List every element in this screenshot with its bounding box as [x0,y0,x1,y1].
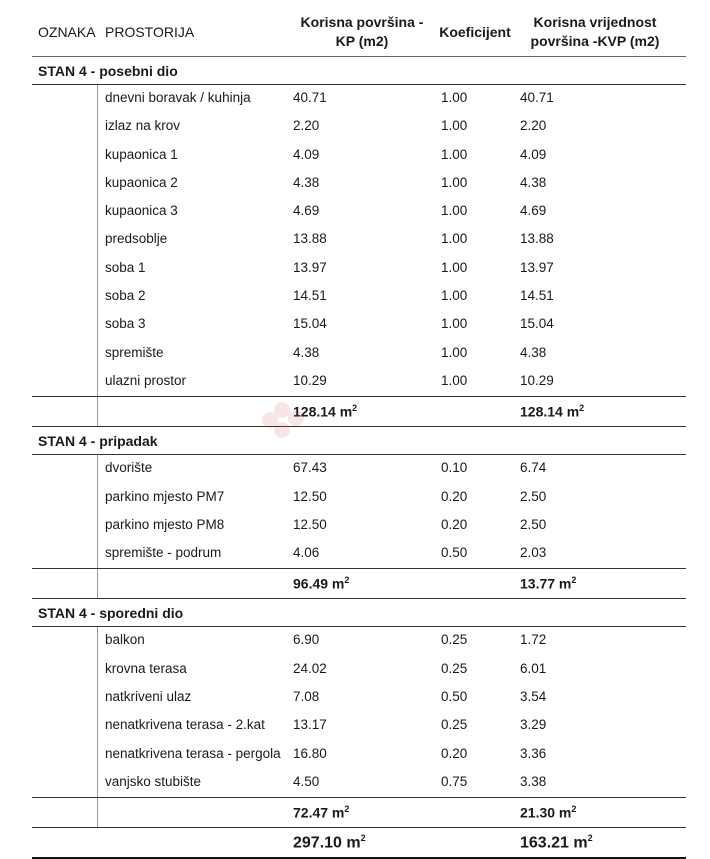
table-row [32,540,686,568]
koef-value: 1.00 [441,259,468,275]
total-kp-text: 297.10 m [293,834,361,852]
kp-value: 4.38 [293,174,320,190]
koef-value: 1.00 [441,372,468,388]
room-name: balkon [105,632,145,648]
koef-value: 0.25 [441,717,468,733]
koef-value: 1.00 [441,174,468,190]
room-name: soba 2 [105,288,146,304]
table-row [32,712,686,740]
kp-value: 6.90 [293,632,320,648]
kp-value: 4.06 [293,545,320,561]
subtotal-kp-text: 128.14 m [293,403,353,420]
table-row [32,255,686,283]
table-row [32,684,686,712]
unit-sup: 2 [579,403,585,414]
room-name: parkino mjesto PM8 [105,516,225,532]
kvp-value: 3.29 [520,717,547,733]
table-row [32,484,686,512]
koef-value: 0.75 [441,773,468,789]
kp-value: 13.97 [293,259,327,275]
kvp-value: 4.38 [520,174,547,190]
table-row [32,656,686,684]
kp-value: 12.50 [293,488,327,504]
table-row [32,769,686,797]
subtotal-kvp [520,403,584,420]
table-row [32,170,686,198]
col-kp-line1: Korisna površina - [300,14,424,30]
col-kp [296,13,428,51]
kp-value: 4.50 [293,773,320,789]
unit-sup: 2 [571,575,577,586]
table-row [32,455,686,483]
room-name: kupaonica 3 [105,203,178,219]
section-title [32,427,686,454]
col-kvp-line1: Korisna vrijednost [533,14,657,30]
total-kvp [520,833,593,852]
table-row [32,340,686,368]
unit-sup: 2 [587,833,593,844]
koef-value: 0.25 [441,632,468,648]
koef-value: 1.00 [441,344,468,360]
section-title [32,599,686,626]
room-name: kupaonica 2 [105,174,178,190]
table-header [32,0,686,56]
col-kvp-line2: površina -KVP (m2) [530,33,660,49]
koef-value: 0.20 [441,516,468,532]
subtotal-row [32,798,686,827]
kvp-value: 3.54 [520,689,547,705]
room-name: nenatkrivena terasa - pergola [105,745,281,761]
room-name: parkino mjesto PM7 [105,488,225,504]
kp-value: 13.17 [293,717,327,733]
kvp-value: 6.01 [520,660,547,676]
kp-value: 10.29 [293,372,327,388]
room-name: krovna terasa [105,660,187,676]
kp-value: 14.51 [293,288,327,304]
kvp-value: 13.97 [520,259,554,275]
kvp-value: 2.03 [520,545,547,561]
kvp-value: 1.72 [520,632,547,648]
koef-value: 1.00 [441,203,468,219]
kp-value: 24.02 [293,660,327,676]
kvp-value: 4.38 [520,344,547,360]
col-kvp [520,13,670,51]
col-kp-line2: KP (m2) [335,33,389,49]
kvp-value: 40.71 [520,90,554,105]
total-kvp-text: 163.21 m [520,834,588,852]
room-name: soba 3 [105,316,146,332]
kvp-value: 14.51 [520,288,554,304]
kvp-value: 4.69 [520,203,547,219]
koef-value: 0.50 [441,689,468,705]
unit-sup: 2 [352,403,358,414]
table-row [32,142,686,170]
room-name: predsoblje [105,231,168,247]
room-name: dnevni boravak / kuhinja [105,90,251,105]
table-row [32,283,686,311]
table-row [32,741,686,769]
kp-value: 67.43 [293,460,327,476]
table-row [32,226,686,254]
koef-value: 0.20 [441,488,468,504]
section-title-text: STAN 4 - pripadak [38,433,158,450]
kvp-value: 2.50 [520,516,547,532]
kp-value: 2.20 [293,118,320,134]
section-title [32,57,686,84]
koef-value: 1.00 [441,146,468,162]
koef-value: 1.00 [441,231,468,247]
subtotal-kvp-text: 128.14 m [520,403,580,420]
koef-value: 0.25 [441,660,468,676]
kvp-value: 3.38 [520,773,547,789]
kp-value: 13.88 [293,231,327,247]
table-row [32,113,686,141]
kvp-value: 2.50 [520,488,547,504]
table-row [32,198,686,226]
room-name: spremište - podrum [105,545,222,561]
koef-value: 1.00 [441,90,468,105]
table-row [32,85,686,113]
subtotal-kp-text: 72.47 m [293,804,345,821]
room-name: nenatkrivena terasa - 2.kat [105,717,265,733]
subtotal-kvp [520,575,576,592]
koef-value: 1.00 [441,288,468,304]
kp-value: 16.80 [293,745,327,761]
room-name: spremište [105,344,164,360]
unit-sup: 2 [344,575,350,586]
col-koeficijent: Koeficijent [439,24,511,40]
col-oznaka: OZNAKA [38,24,96,40]
room-name: soba 1 [105,259,146,275]
kvp-value: 3.36 [520,745,547,761]
room-name: kupaonica 1 [105,146,178,162]
table-row [32,311,686,339]
room-name: izlaz na krov [105,118,181,134]
kvp-value: 10.29 [520,372,554,388]
table-row [32,368,686,396]
subtotal-kvp-text: 13.77 m [520,576,572,593]
koef-value: 0.10 [441,460,468,476]
kvp-value: 4.09 [520,146,547,162]
section-title-text: STAN 4 - sporedni dio [38,605,184,622]
kp-value: 4.09 [293,146,320,162]
room-name: natkriveni ulaz [105,689,192,705]
grand-total-row [32,828,686,857]
unit-sup: 2 [360,833,366,844]
subtotal-kp [293,403,357,420]
kvp-value: 6.74 [520,460,547,476]
col-prostorija: PROSTORIJA [105,24,195,40]
koef-value: 0.20 [441,745,468,761]
kp-value: 40.71 [293,90,327,105]
section-title-text: STAN 4 - posebni dio [38,63,178,79]
subtotal-kp [293,804,349,821]
subtotal-kp [293,575,349,592]
area-table [32,0,686,859]
table-body [32,56,686,859]
room-name: vanjsko stubište [105,773,202,789]
kvp-value: 13.88 [520,231,554,247]
table-row [32,627,686,655]
subtotal-kp-text: 96.49 m [293,576,345,593]
kp-value: 12.50 [293,516,327,532]
table-row [32,512,686,540]
kvp-value: 15.04 [520,316,554,332]
koef-value: 0.50 [441,545,468,561]
kp-value: 15.04 [293,316,327,332]
unit-sup: 2 [571,804,577,815]
kp-value: 4.38 [293,344,320,360]
subtotal-kvp [520,804,576,821]
unit-sup: 2 [344,804,350,815]
koef-value: 1.00 [441,316,468,332]
subtotal-row [32,397,686,426]
kp-value: 4.69 [293,203,320,219]
koef-value: 1.00 [441,118,468,134]
kp-value: 7.08 [293,689,320,705]
subtotal-row [32,569,686,598]
room-name: dvorište [105,460,153,476]
total-kp [293,833,366,852]
subtotal-kvp-text: 21.30 m [520,804,572,821]
kvp-value: 2.20 [520,118,547,134]
room-name: ulazni prostor [105,372,187,388]
